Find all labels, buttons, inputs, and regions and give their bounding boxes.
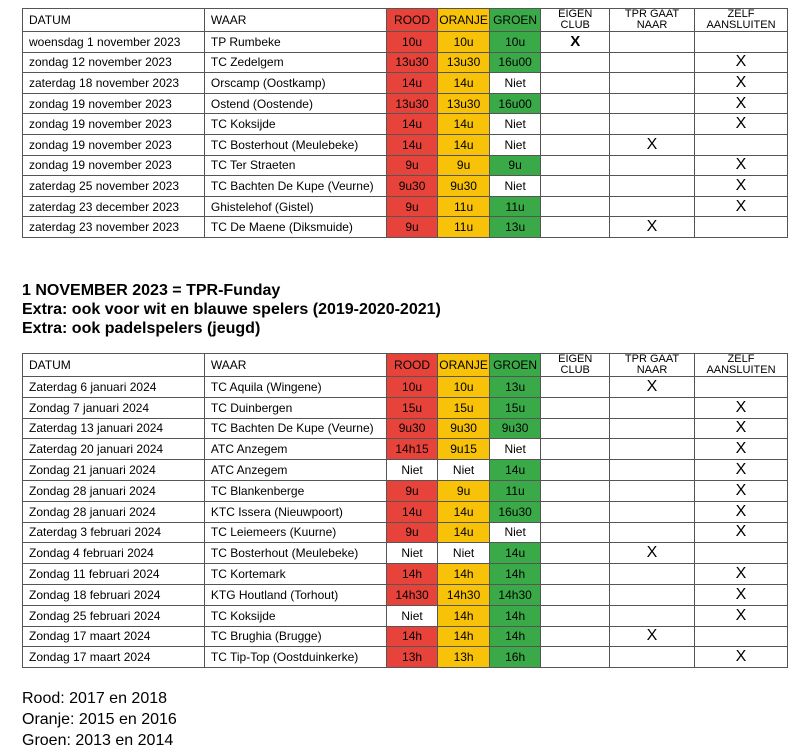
- tpr-gaat-naar-cell: [610, 564, 695, 585]
- zelf-aansluiten-cell: [694, 564, 787, 585]
- tpr-gaat-naar-cell: [610, 32, 695, 53]
- groen-time-cell: 14h: [489, 605, 541, 626]
- location-cell: TC Zedelgem: [204, 52, 386, 73]
- eigen-club-cell: [541, 155, 610, 176]
- groen-time-cell: 14u: [489, 460, 541, 481]
- table-row: [23, 480, 788, 501]
- rood-time-cell: 14h: [386, 626, 438, 647]
- x-mark: X: [735, 440, 747, 458]
- eigen-club-cell: [541, 134, 610, 155]
- tpr-gaat-naar-cell: [610, 626, 695, 647]
- table-row: [23, 626, 788, 647]
- groen-time-cell: 9u: [489, 155, 541, 176]
- date-cell: zondag 19 november 2023: [23, 155, 205, 176]
- groen-time-cell: 16u00: [489, 52, 541, 73]
- table-row: [23, 418, 788, 439]
- legend-rood: Rood: 2017 en 2018: [22, 690, 168, 707]
- eigen-club-cell: [541, 397, 610, 418]
- zelf-aansluiten-cell: [694, 93, 787, 114]
- x-mark: X: [735, 53, 747, 71]
- rood-time-cell: 14u: [386, 114, 438, 135]
- table-row: [23, 114, 788, 135]
- x-mark: X: [735, 419, 747, 437]
- x-mark: X: [646, 218, 658, 236]
- groen-time-cell: 14h: [489, 626, 541, 647]
- tpr-gaat-naar-cell: [610, 196, 695, 217]
- table-body: [23, 377, 788, 668]
- rood-time-cell: 14u: [386, 73, 438, 94]
- groen-time-cell: 9u30: [489, 418, 541, 439]
- tpr-gaat-naar-cell: [610, 501, 695, 522]
- location-cell: TC De Maene (Diksmuide): [204, 217, 386, 238]
- date-cell: Zondag 17 maart 2024: [23, 647, 205, 668]
- groen-time-cell: 14h30: [489, 584, 541, 605]
- rood-time-cell: 9u: [386, 155, 438, 176]
- x-mark: X: [735, 156, 747, 174]
- tpr-gaat-naar-cell: [610, 114, 695, 135]
- table-row: [23, 93, 788, 114]
- heading-line-1: 1 NOVEMBER 2023 = TPR-Funday: [22, 282, 281, 299]
- table-row: [23, 377, 788, 398]
- date-cell: Zondag 7 januari 2024: [23, 397, 205, 418]
- x-mark: X: [646, 544, 658, 562]
- location-cell: TC Aquila (Wingene): [204, 377, 386, 398]
- zelf-aansluiten-cell: [694, 217, 787, 238]
- rood-time-cell: 13u30: [386, 93, 438, 114]
- location-cell: TC Bachten De Kupe (Veurne): [204, 418, 386, 439]
- x-mark: X: [735, 461, 747, 479]
- x-mark: X: [735, 565, 747, 583]
- oranje-time-cell: 9u: [438, 155, 490, 176]
- table-row: [23, 32, 788, 53]
- location-cell: TC Kortemark: [204, 564, 386, 585]
- funday-heading: [22, 281, 441, 338]
- tpr-gaat-naar-cell: [610, 134, 695, 155]
- x-mark: X: [735, 523, 747, 541]
- eigen-club-cell: [541, 52, 610, 73]
- date-cell: Zaterdag 13 januari 2024: [23, 418, 205, 439]
- eigen-club-cell: [541, 439, 610, 460]
- table-row: [23, 176, 788, 197]
- location-cell: KTG Houtland (Torhout): [204, 584, 386, 605]
- legend-oranje: Oranje: 2015 en 2016: [22, 711, 177, 728]
- table-row: [23, 584, 788, 605]
- eigen-club-cell: [541, 32, 610, 53]
- x-mark: X: [735, 648, 747, 666]
- tpr-gaat-naar-cell: [610, 460, 695, 481]
- groen-time-cell: Niet: [489, 73, 541, 94]
- location-cell: TC Ter Straeten: [204, 155, 386, 176]
- x-mark: X: [735, 115, 747, 133]
- tpr-gaat-naar-cell: [610, 647, 695, 668]
- legend-groen: Groen: 2013 en 2014: [22, 732, 174, 749]
- table-row: [23, 397, 788, 418]
- location-cell: TC Koksijde: [204, 114, 386, 135]
- zelf-aansluiten-cell: [694, 114, 787, 135]
- date-cell: Zondag 28 januari 2024: [23, 480, 205, 501]
- rood-time-cell: 14h15: [386, 439, 438, 460]
- zelf-aansluiten-cell: [694, 501, 787, 522]
- date-cell: Zondag 21 januari 2024: [23, 460, 205, 481]
- heading-line-3: Extra: ook padelspelers (jeugd): [22, 320, 261, 337]
- groen-time-cell: 16u00: [489, 93, 541, 114]
- location-cell: TC Bosterhout (Meulebeke): [204, 543, 386, 564]
- eigen-club-cell: [541, 501, 610, 522]
- oranje-time-cell: 14u: [438, 522, 490, 543]
- location-cell: TC Bosterhout (Meulebeke): [204, 134, 386, 155]
- date-cell: zondag 19 november 2023: [23, 134, 205, 155]
- table-row: [23, 522, 788, 543]
- rood-time-cell: 13u30: [386, 52, 438, 73]
- oranje-time-cell: 9u15: [438, 439, 490, 460]
- tpr-gaat-naar-cell: [610, 176, 695, 197]
- tpr-gaat-naar-cell: [610, 418, 695, 439]
- location-cell: TC Koksijde: [204, 605, 386, 626]
- location-cell: TC Brughia (Brugge): [204, 626, 386, 647]
- eigen-club-cell: [541, 377, 610, 398]
- tpr-gaat-naar-cell: [610, 543, 695, 564]
- header-tpr-gaat-naar: TPR GAAT NAAR: [610, 9, 695, 32]
- table-row: [23, 564, 788, 585]
- zelf-aansluiten-cell: [694, 134, 787, 155]
- eigen-club-cell: [541, 647, 610, 668]
- groen-time-cell: Niet: [489, 114, 541, 135]
- eigen-club-cell: [541, 217, 610, 238]
- header-eigen-club: EIGEN CLUB: [541, 9, 610, 32]
- eigen-club-cell: [541, 418, 610, 439]
- tpr-gaat-naar-cell: [610, 93, 695, 114]
- date-cell: Zondag 17 maart 2024: [23, 626, 205, 647]
- zelf-aansluiten-cell: [694, 52, 787, 73]
- rood-time-cell: 9u: [386, 522, 438, 543]
- x-mark: X: [735, 94, 747, 112]
- x-mark: X: [735, 585, 747, 603]
- zelf-aansluiten-cell: [694, 32, 787, 53]
- rood-time-cell: 14u: [386, 501, 438, 522]
- location-cell: TC Duinbergen: [204, 397, 386, 418]
- header-waar: WAAR: [204, 354, 386, 377]
- heading-line-2: Extra: ook voor wit en blauwe spelers (2019-2020-2021): [22, 301, 441, 318]
- zelf-aansluiten-cell: [694, 377, 787, 398]
- rood-time-cell: 14h: [386, 564, 438, 585]
- table-row: [23, 543, 788, 564]
- eigen-club-cell: [541, 480, 610, 501]
- groen-time-cell: Niet: [489, 176, 541, 197]
- table-row: [23, 196, 788, 217]
- groen-time-cell: 10u: [489, 32, 541, 53]
- oranje-time-cell: Niet: [438, 543, 490, 564]
- date-cell: woensdag 1 november 2023: [23, 32, 205, 53]
- groen-time-cell: 16h: [489, 647, 541, 668]
- header-eigen-club: EIGEN CLUB: [541, 354, 610, 377]
- header-waar: WAAR: [204, 9, 386, 32]
- x-mark: X: [735, 398, 747, 416]
- location-cell: TC Leiemeers (Kuurne): [204, 522, 386, 543]
- eigen-club-cell: [541, 564, 610, 585]
- table-row: [23, 460, 788, 481]
- tpr-gaat-naar-cell: [610, 377, 695, 398]
- date-cell: Zaterdag 3 februari 2024: [23, 522, 205, 543]
- oranje-time-cell: 11u: [438, 196, 490, 217]
- schedule-table-november: [22, 8, 788, 238]
- tpr-gaat-naar-cell: [610, 397, 695, 418]
- zelf-aansluiten-cell: [694, 543, 787, 564]
- table-row: [23, 52, 788, 73]
- table-row: [23, 605, 788, 626]
- x-mark: X: [735, 606, 747, 624]
- groen-time-cell: Niet: [489, 439, 541, 460]
- oranje-time-cell: 14u: [438, 73, 490, 94]
- oranje-time-cell: 14u: [438, 501, 490, 522]
- location-cell: Orscamp (Oostkamp): [204, 73, 386, 94]
- oranje-time-cell: 13u30: [438, 52, 490, 73]
- rood-time-cell: 14h30: [386, 584, 438, 605]
- x-mark: X: [570, 32, 581, 50]
- oranje-time-cell: 9u30: [438, 418, 490, 439]
- header-datum: DATUM: [23, 9, 205, 32]
- table-row: [23, 217, 788, 238]
- oranje-time-cell: 14u: [438, 114, 490, 135]
- location-cell: TC Bachten De Kupe (Veurne): [204, 176, 386, 197]
- header-oranje: ORANJE: [438, 9, 490, 32]
- oranje-time-cell: 15u: [438, 397, 490, 418]
- location-cell: Ostend (Oostende): [204, 93, 386, 114]
- tpr-gaat-naar-cell: [610, 522, 695, 543]
- tpr-gaat-naar-cell: [610, 439, 695, 460]
- table-row: [23, 73, 788, 94]
- oranje-time-cell: 10u: [438, 32, 490, 53]
- rood-time-cell: 9u30: [386, 176, 438, 197]
- location-cell: ATC Anzegem: [204, 460, 386, 481]
- rood-time-cell: Niet: [386, 605, 438, 626]
- oranje-time-cell: Niet: [438, 460, 490, 481]
- x-mark: X: [735, 197, 747, 215]
- eigen-club-cell: [541, 584, 610, 605]
- header-groen: GROEN: [489, 354, 541, 377]
- table-row: [23, 501, 788, 522]
- oranje-time-cell: 14h: [438, 626, 490, 647]
- rood-time-cell: Niet: [386, 543, 438, 564]
- x-mark: X: [735, 481, 747, 499]
- rood-time-cell: 9u30: [386, 418, 438, 439]
- rood-time-cell: 14u: [386, 134, 438, 155]
- date-cell: Zondag 11 februari 2024: [23, 564, 205, 585]
- tpr-gaat-naar-cell: [610, 155, 695, 176]
- zelf-aansluiten-cell: [694, 176, 787, 197]
- date-cell: zaterdag 18 november 2023: [23, 73, 205, 94]
- zelf-aansluiten-cell: [694, 522, 787, 543]
- oranje-time-cell: 14u: [438, 134, 490, 155]
- rood-time-cell: 9u: [386, 480, 438, 501]
- table-body: [23, 32, 788, 238]
- date-cell: zaterdag 25 november 2023: [23, 176, 205, 197]
- oranje-time-cell: 13u30: [438, 93, 490, 114]
- rood-time-cell: 9u: [386, 217, 438, 238]
- eigen-club-cell: [541, 176, 610, 197]
- tpr-gaat-naar-cell: [610, 480, 695, 501]
- zelf-aansluiten-cell: [694, 397, 787, 418]
- groen-time-cell: Niet: [489, 134, 541, 155]
- location-cell: TC Tip-Top (Oostduinkerke): [204, 647, 386, 668]
- table-row: [23, 134, 788, 155]
- zelf-aansluiten-cell: [694, 196, 787, 217]
- groen-time-cell: 11u: [489, 480, 541, 501]
- date-cell: Zaterdag 20 januari 2024: [23, 439, 205, 460]
- tpr-gaat-naar-cell: [610, 217, 695, 238]
- groen-time-cell: 13u: [489, 217, 541, 238]
- rood-time-cell: 10u: [386, 377, 438, 398]
- oranje-time-cell: 9u: [438, 480, 490, 501]
- header-groen: GROEN: [489, 9, 541, 32]
- color-legend: [22, 688, 177, 751]
- x-mark: X: [735, 176, 747, 194]
- eigen-club-cell: [541, 196, 610, 217]
- date-cell: zondag 19 november 2023: [23, 114, 205, 135]
- header-oranje: ORANJE: [438, 354, 490, 377]
- header-rood: ROOD: [386, 354, 438, 377]
- groen-time-cell: 14u: [489, 543, 541, 564]
- date-cell: Zaterdag 6 januari 2024: [23, 377, 205, 398]
- rood-time-cell: 15u: [386, 397, 438, 418]
- location-cell: ATC Anzegem: [204, 439, 386, 460]
- date-cell: zaterdag 23 november 2023: [23, 217, 205, 238]
- table-row: [23, 439, 788, 460]
- zelf-aansluiten-cell: [694, 605, 787, 626]
- tpr-gaat-naar-cell: [610, 73, 695, 94]
- zelf-aansluiten-cell: [694, 480, 787, 501]
- rood-time-cell: 9u: [386, 196, 438, 217]
- x-mark: X: [646, 135, 658, 153]
- location-cell: Ghistelehof (Gistel): [204, 196, 386, 217]
- groen-time-cell: 13u: [489, 377, 541, 398]
- table-header-row: [23, 9, 788, 32]
- table-header-row: [23, 354, 788, 377]
- x-mark: X: [735, 73, 747, 91]
- groen-time-cell: 15u: [489, 397, 541, 418]
- header-rood: ROOD: [386, 9, 438, 32]
- eigen-club-cell: [541, 460, 610, 481]
- groen-time-cell: 16u30: [489, 501, 541, 522]
- date-cell: zondag 12 november 2023: [23, 52, 205, 73]
- zelf-aansluiten-cell: [694, 155, 787, 176]
- date-cell: zondag 19 november 2023: [23, 93, 205, 114]
- rood-time-cell: Niet: [386, 460, 438, 481]
- tpr-gaat-naar-cell: [610, 605, 695, 626]
- location-cell: KTC Issera (Nieuwpoort): [204, 501, 386, 522]
- eigen-club-cell: [541, 605, 610, 626]
- date-cell: Zondag 4 februari 2024: [23, 543, 205, 564]
- date-cell: zaterdag 23 december 2023: [23, 196, 205, 217]
- eigen-club-cell: [541, 114, 610, 135]
- header-zelf-aansluiten: ZELF AANSLUITEN: [694, 354, 787, 377]
- date-cell: Zondag 25 februari 2024: [23, 605, 205, 626]
- rood-time-cell: 13h: [386, 647, 438, 668]
- eigen-club-cell: [541, 626, 610, 647]
- tpr-gaat-naar-cell: [610, 584, 695, 605]
- table-row: [23, 155, 788, 176]
- header-datum: DATUM: [23, 354, 205, 377]
- table-row: [23, 647, 788, 668]
- oranje-time-cell: 14h30: [438, 584, 490, 605]
- oranje-time-cell: 9u30: [438, 176, 490, 197]
- groen-time-cell: 11u: [489, 196, 541, 217]
- groen-time-cell: Niet: [489, 522, 541, 543]
- eigen-club-cell: [541, 93, 610, 114]
- zelf-aansluiten-cell: [694, 626, 787, 647]
- zelf-aansluiten-cell: [694, 73, 787, 94]
- tpr-gaat-naar-cell: [610, 52, 695, 73]
- location-cell: TC Blankenberge: [204, 480, 386, 501]
- oranje-time-cell: 13h: [438, 647, 490, 668]
- oranje-time-cell: 11u: [438, 217, 490, 238]
- zelf-aansluiten-cell: [694, 647, 787, 668]
- zelf-aansluiten-cell: [694, 439, 787, 460]
- eigen-club-cell: [541, 522, 610, 543]
- x-mark: X: [646, 627, 658, 645]
- x-mark: X: [646, 377, 658, 395]
- oranje-time-cell: 14h: [438, 605, 490, 626]
- location-cell: TP Rumbeke: [204, 32, 386, 53]
- zelf-aansluiten-cell: [694, 418, 787, 439]
- oranje-time-cell: 14h: [438, 564, 490, 585]
- date-cell: Zondag 18 februari 2024: [23, 584, 205, 605]
- zelf-aansluiten-cell: [694, 460, 787, 481]
- x-mark: X: [735, 502, 747, 520]
- schedule-table-2024: [22, 353, 788, 668]
- eigen-club-cell: [541, 543, 610, 564]
- eigen-club-cell: [541, 73, 610, 94]
- header-zelf-aansluiten: ZELF AANSLUITEN: [694, 9, 787, 32]
- rood-time-cell: 10u: [386, 32, 438, 53]
- zelf-aansluiten-cell: [694, 584, 787, 605]
- header-tpr-gaat-naar: TPR GAAT NAAR: [610, 354, 695, 377]
- groen-time-cell: 14h: [489, 564, 541, 585]
- oranje-time-cell: 10u: [438, 377, 490, 398]
- date-cell: Zondag 28 januari 2024: [23, 501, 205, 522]
